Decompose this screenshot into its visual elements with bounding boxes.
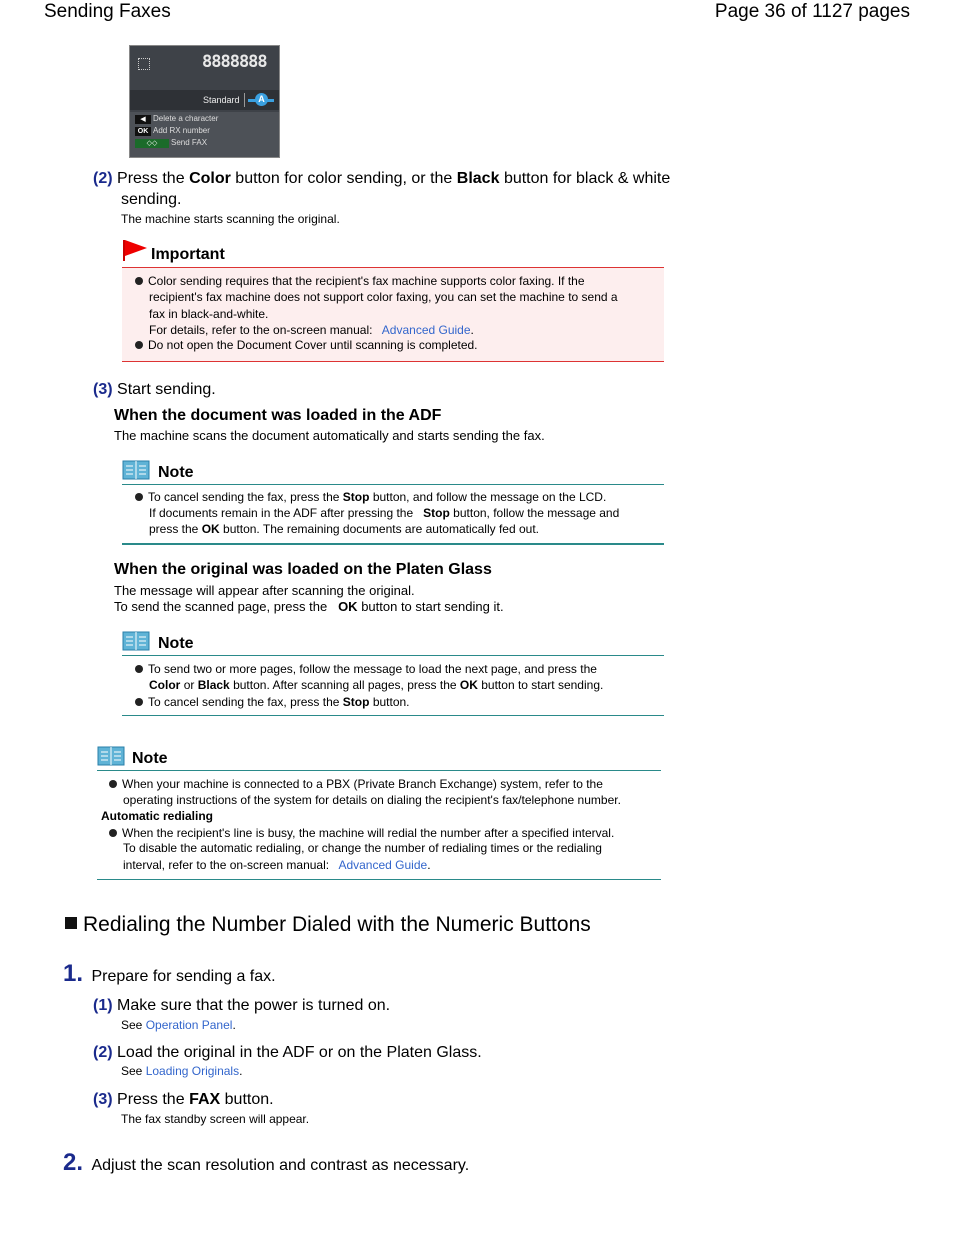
text: If documents remain in the ADF after pressing the (149, 506, 414, 520)
important-manual-line: For details, refer to the on-screen manual: Advanced Guide. (149, 323, 474, 337)
stop-label: Stop (342, 695, 370, 709)
square-bullet-icon (65, 917, 77, 929)
text: Adjust the scan resolution and contrast as necessary. (91, 1157, 470, 1174)
black-label: Black (197, 678, 230, 692)
text: When your machine is connected to a PBX (Private Branch Exchange) system, refer to the (122, 777, 603, 791)
step-number: (3) (93, 1091, 113, 1108)
text: Redialing the Number Dialed with the Numeric Buttons (83, 913, 591, 936)
fax-button-label: FAX (189, 1091, 221, 1108)
text: To cancel sending the fax, press the (148, 695, 340, 709)
note1-line2 (149, 506, 619, 520)
text: Start sending. (117, 381, 216, 398)
text: button to start sending. (481, 678, 604, 692)
operation-panel-link[interactable]: Operation Panel (145, 1018, 233, 1032)
lcd-mode-badge: A (255, 93, 268, 106)
text: button. (372, 695, 410, 709)
note-book-icon (122, 459, 150, 481)
see-operation-panel: See Operation Panel. (121, 1018, 236, 1032)
platen-line2 (114, 599, 504, 614)
step-number: 1. (63, 960, 84, 987)
note3-line2: operating instructions of the system for details on dialing the recipient's fax/telephone number. (123, 793, 621, 807)
note3-line4: To disable the automatic redialing, or change the number of redialing times or the redialing (123, 841, 602, 855)
text: recipient's fax machine does not support color faxing, you can set the machine to send a (149, 290, 618, 304)
lcd-row-text: Delete a character (153, 114, 219, 123)
text: button. After scanning all pages, press the (233, 678, 457, 692)
step-2-sub: The machine starts scanning the original. (121, 212, 340, 226)
lcd-mode: Standard (203, 95, 240, 105)
text: To send the scanned page, press the (114, 599, 328, 614)
text: To send two or more pages, follow the message to load the next page, and press the (148, 662, 597, 676)
note1-line3 (149, 522, 539, 536)
text: button. (224, 1091, 274, 1108)
color-label: Color (149, 678, 181, 692)
fax-icon (138, 58, 150, 70)
platen-heading: When the original was loaded on the Platen Glass (114, 561, 492, 578)
note3-line5: interval, refer to the on-screen manual: Advanced Guide. (123, 858, 431, 872)
note2-line1 (135, 662, 597, 676)
section-step-2 (63, 1149, 469, 1177)
note-title: Note (158, 635, 194, 652)
note-book-icon (97, 745, 125, 767)
step-number: (2) (93, 170, 113, 187)
stop-label: Stop (423, 506, 450, 520)
text: button to start sending it. (361, 599, 504, 614)
lcd-key-left-icon: ◀ (135, 115, 151, 124)
advanced-guide-link[interactable]: Advanced Guide (338, 858, 428, 872)
important-bullet-2 (135, 338, 478, 352)
step-2-line2: sending. (121, 191, 182, 208)
auto-redial-heading: Automatic redialing (101, 809, 214, 823)
section-step-1-2 (93, 1044, 482, 1062)
text: Load the original in the ADF or on the Platen Glass. (117, 1044, 482, 1061)
text: Color sending requires that the recipient's fax machine supports color faxing. If the (148, 274, 585, 288)
text: button for black & white (503, 170, 671, 187)
note-title: Note (132, 750, 168, 767)
text: or (183, 678, 195, 692)
note2-line2 (149, 678, 603, 692)
note-title: Note (158, 464, 194, 481)
section-heading (65, 913, 591, 937)
platen-line1: The message will appear after scanning the original. (114, 583, 415, 598)
stop-label: Stop (342, 490, 370, 504)
note-book-icon (122, 630, 150, 652)
step-number: 2. (63, 1149, 84, 1176)
adf-heading: When the document was loaded in the ADF (114, 407, 442, 424)
text: Make sure that the power is turned on. (117, 997, 391, 1014)
color-button-label: Color (189, 170, 231, 187)
see-loading-originals: See Loading Originals. (121, 1064, 243, 1078)
text: button, follow the message and (453, 506, 620, 520)
section-step-1-1 (93, 997, 390, 1015)
text: For details, refer to the on-screen manual: (149, 323, 373, 337)
page-number: Page 36 of 1127 pages (714, 1, 910, 22)
text: Prepare for sending a fax. (91, 968, 276, 985)
section-step-1 (63, 960, 276, 988)
fax-standby-note: The fax standby screen will appear. (121, 1112, 310, 1126)
note3-line1 (109, 777, 603, 791)
ok-label: OK (338, 599, 358, 614)
page-header-title: Sending Faxes (44, 1, 171, 22)
section-step-1-3 (93, 1091, 274, 1109)
important-bullet-1 (135, 274, 585, 288)
step-2-line1 (93, 170, 670, 188)
black-button-label: Black (456, 170, 500, 187)
step-number: (3) (93, 381, 113, 398)
note1-line1 (135, 490, 606, 504)
lcd-key-start-icon: ◇◇ (135, 139, 169, 148)
adf-text: The machine scans the document automatically and starts sending the fax. (114, 428, 545, 443)
lcd-screen-image (129, 45, 280, 158)
text: button, and follow the message on the LCD. (372, 490, 607, 504)
text: fax in black-and-white. (149, 307, 269, 321)
lcd-digits: 8888888 (202, 52, 267, 72)
step-3 (93, 381, 216, 399)
advanced-guide-link[interactable]: Advanced Guide (381, 323, 471, 337)
lcd-row-text: Send FAX (171, 138, 208, 147)
text: button for color sending, or the (235, 170, 453, 187)
text: button. The remaining documents are automatically fed out. (223, 522, 540, 536)
text: Do not open the Document Cover until scanning is completed. (148, 338, 478, 352)
text: interval, refer to the on-screen manual: (123, 858, 330, 872)
text: Press the (117, 170, 185, 187)
important-title: Important (151, 246, 225, 263)
text: When the recipient's line is busy, the machine will redial the number after a specified interval. (122, 826, 615, 840)
text: See (121, 1018, 143, 1032)
note3-line3 (109, 826, 614, 840)
text: To cancel sending the fax, press the (148, 490, 340, 504)
note2-line3 (135, 695, 410, 709)
text: press the (149, 522, 199, 536)
step-number: (2) (93, 1044, 113, 1061)
ok-label: OK (459, 678, 478, 692)
loading-originals-link[interactable]: Loading Originals (145, 1064, 240, 1078)
text: Press the (117, 1091, 185, 1108)
step-number: (1) (93, 997, 113, 1014)
lcd-key-ok-icon: OK (135, 127, 151, 136)
text: See (121, 1064, 143, 1078)
ok-label: OK (201, 522, 220, 536)
lcd-row-text: Add RX number (153, 126, 210, 135)
important-flag-icon (122, 238, 148, 262)
